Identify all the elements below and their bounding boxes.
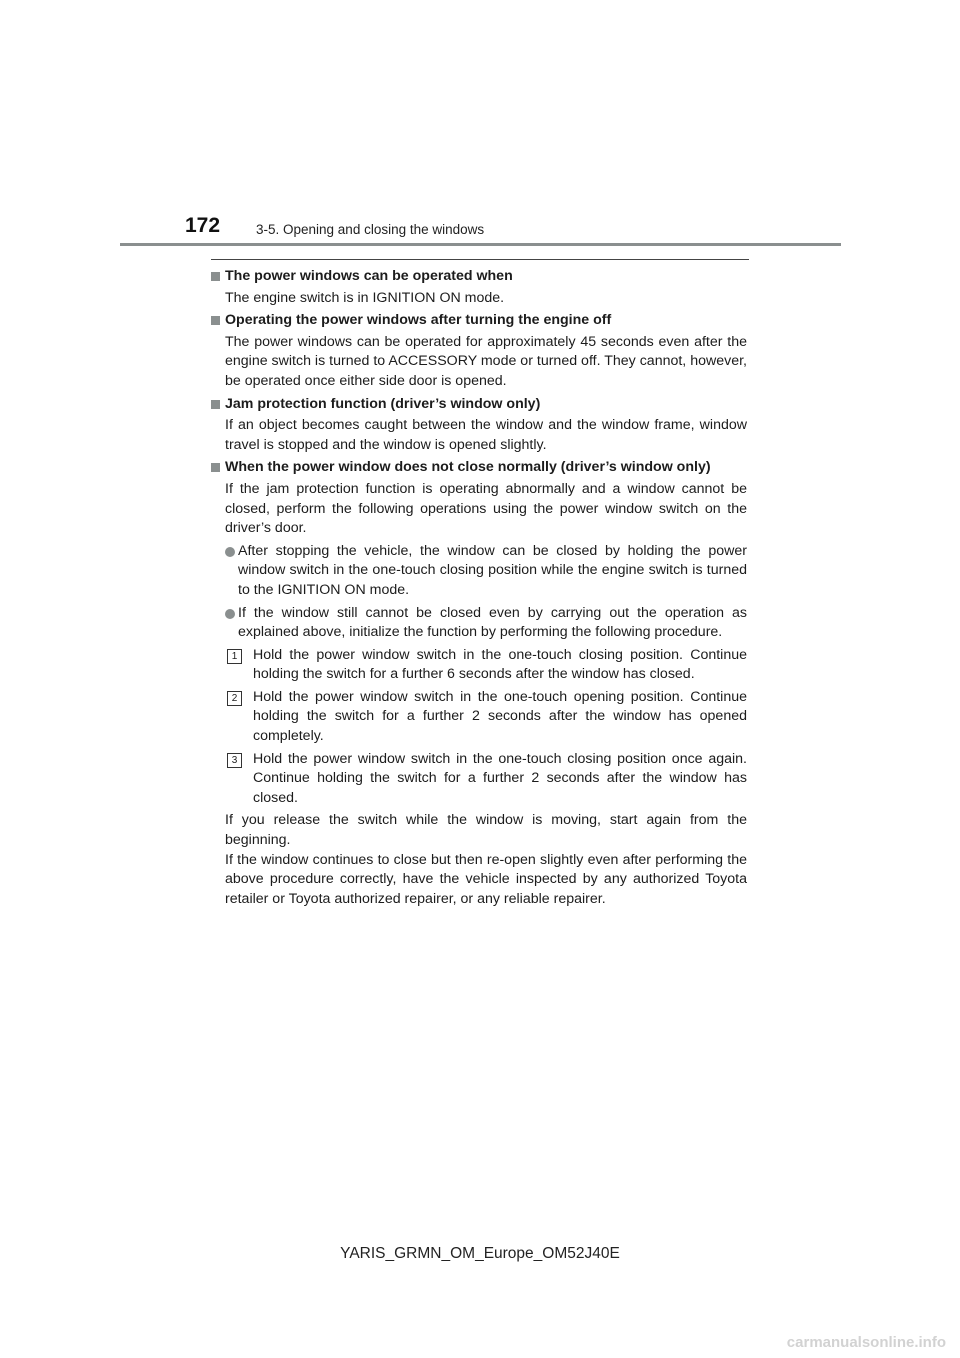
section-title: 3-5. Opening and closing the windows <box>256 222 485 237</box>
page-number: 172 <box>185 214 221 237</box>
section-jam-protection <box>211 395 747 456</box>
circle-bullet-icon <box>225 547 235 557</box>
section-not-close-normally <box>211 458 747 909</box>
note-inspection: If the window continues to close but then re-open slightly even after performing the above procedure correctly, have the vehicle inspected by any authorized Toyota retailer or Toyota authorized repairer, or any reliable repairer. <box>225 851 747 907</box>
page-header <box>185 214 825 244</box>
section-body: If the jam protection function is operating abnormally and a window cannot be closed, perform the following operations using the power window switch on the driver’s door. <box>225 480 747 537</box>
list-item: After stopping the vehicle, the window can be closed by holding the power window switch in the one-touch closing position while the engine switch is turned to the IGNITION ON mode. <box>225 542 747 601</box>
closing-notes <box>211 811 747 909</box>
square-bullet-icon <box>211 463 220 472</box>
step-item: 2 Hold the power window switch in the one-touch opening position. Continue holding the switch for a further 2 seconds after the window has opened completely. <box>227 688 747 747</box>
square-bullet-icon <box>211 400 220 409</box>
circle-bullet-icon <box>225 609 235 619</box>
section-body: If an object becomes caught between the window and the window frame, window travel is stopped and the window is opened slightly. <box>225 417 747 453</box>
step-number-badge: 3 <box>227 753 242 768</box>
square-bullet-icon <box>211 316 220 325</box>
step-item: 1 Hold the power window switch in the one-touch closing position. Continue holding the switch for a further 6 seconds after the window has closed. <box>227 646 747 685</box>
content-rule <box>211 259 749 260</box>
step-number-badge: 2 <box>227 691 242 706</box>
bullet-list <box>211 542 747 643</box>
section-heading: The power windows can be operated when <box>211 267 747 287</box>
page-content <box>211 267 747 912</box>
note-restart: If you release the switch while the window is moving, start again from the beginning. <box>225 812 747 849</box>
list-item: If the window still cannot be closed even by carrying out the operation as explained above, initialize the function by performing the following procedure. <box>225 604 747 643</box>
section-after-engine-off <box>211 311 747 391</box>
section-operable-when <box>211 267 747 308</box>
section-heading: Operating the power windows after turning the engine off <box>211 311 747 331</box>
watermark: carmanualsonline.info <box>786 1334 946 1351</box>
section-heading: Jam protection function (driver’s window only) <box>211 395 747 415</box>
square-bullet-icon <box>211 272 220 281</box>
step-number-badge: 1 <box>227 649 242 664</box>
footer-doc-id: YARIS_GRMN_OM_Europe_OM52J40E <box>340 1245 620 1262</box>
step-list <box>211 646 747 809</box>
step-item: 3 Hold the power window switch in the one-touch closing position once again. Continue holding the switch for a further 2 seconds after the window has closed. <box>227 750 747 809</box>
section-body: The engine switch is in IGNITION ON mode. <box>225 289 505 306</box>
section-heading: When the power window does not close normally (driver’s window only) <box>211 458 747 478</box>
header-rule <box>120 243 841 246</box>
section-body: The power windows can be operated for approximately 45 seconds even after the engine switch is turned to ACCESSORY mode or turned off. They cannot, however, be operated once either side door is opened. <box>225 333 747 389</box>
